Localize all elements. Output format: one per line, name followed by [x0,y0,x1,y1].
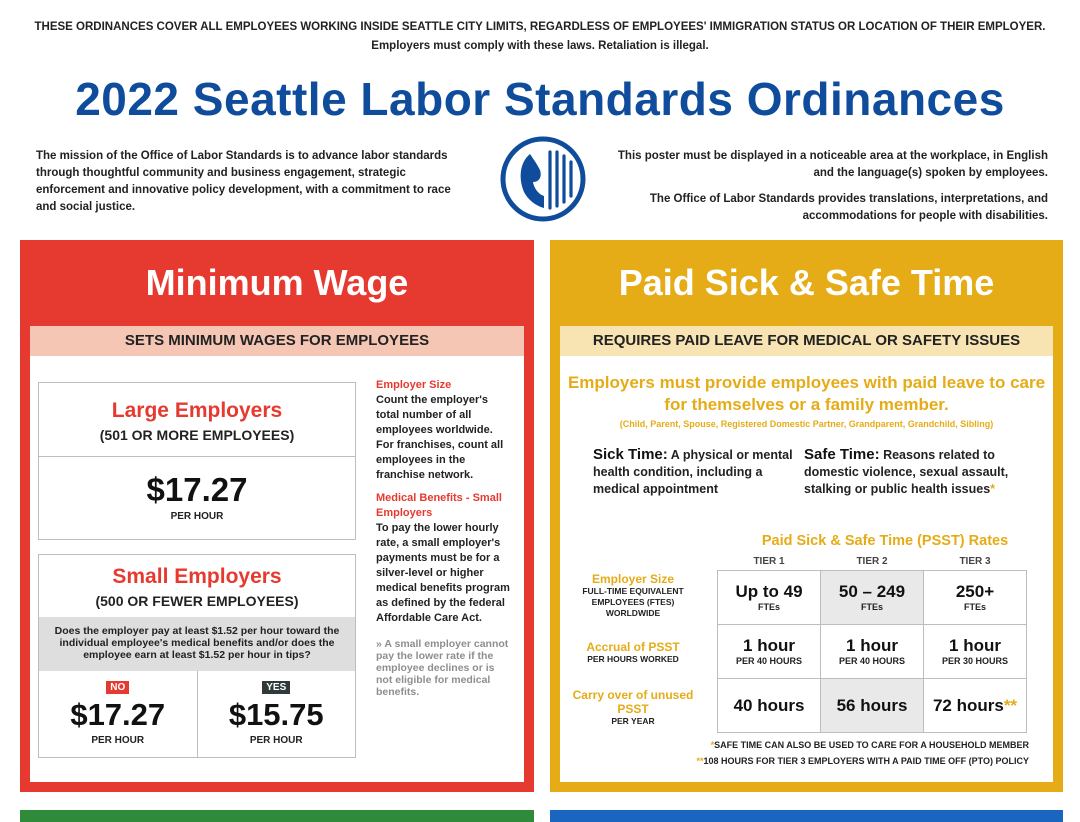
cell-value-text: 72 hours [932,696,1004,715]
large-employers-header [39,383,355,457]
medical-benefits-heading: Medical Benefits - Small Employers [376,492,502,519]
rate-no-unit: PER HOUR [91,735,145,746]
seattle-seal-icon [500,136,586,222]
employer-size-text: Count the employer's total number of all employees worldwide. For franchises, count all employees in the franchise network. [376,394,504,481]
cell-value: 1 hour [846,636,898,655]
cell-value: 50 – 249 [838,582,906,601]
footnote-2-mark: ** [696,756,704,766]
yes-badge: YES [262,681,290,694]
small-employers-count: (500 OR FEWER EMPLOYEES) [95,593,299,609]
row-accrual-sub: PER HOURS WORKED [587,654,679,664]
row-employer-size-heading: Employer Size [591,572,675,586]
sick-time-term: Sick Time: [593,446,668,463]
paid-leave-intro: Employers must provide employees with paid leave to care for themselves or a family member. [567,373,1046,414]
cell-value: 1 hour [743,636,795,655]
row-accrual-label [568,640,698,665]
rate-yes-wage: $15.75 [228,697,324,732]
sick-time-text: A physical or mental health condition, including a medical appointment [593,448,793,496]
employer-size-block [376,378,510,483]
safe-time-term: Safe Time: [804,446,880,463]
tier-1-header: TIER 1 [753,556,785,567]
rate-no-wage: $17.27 [70,697,166,732]
cell-carryover-tier-2 [820,678,924,733]
minimum-wage-body [30,356,524,782]
large-employers-wage: $17.27 [146,471,248,508]
psst-rates-title: Paid Sick & Safe Time (PSST) Rates [761,533,1009,549]
tier-3-header: TIER 3 [959,556,991,567]
display-note: This poster must be displayed in a noticeable area at the workplace, in English and the language(s) spoken by employees. [617,150,1048,179]
lower-rate-note: » A small employer cannot pay the lower rate if the employee declines or is not eligible for medical benefits. [376,638,509,698]
cell-unit: FTEs [757,602,780,612]
footnote-pto [629,756,1029,766]
minimum-wage-panel [20,240,534,792]
minimum-wage-title: Minimum Wage [145,262,409,303]
cell-unit: PER 30 HOURS [941,656,1009,666]
coverage-note [0,18,1080,56]
row-employer-size-label [568,572,698,619]
small-employers-card [38,554,356,758]
cell-carryover-tier-3 [923,678,1027,733]
safe-time-asterisk: * [990,482,996,496]
footnote-1-text: SAFE TIME CAN ALSO BE USED TO CARE FOR A HOUSEHOLD MEMBER [714,740,1029,750]
row-accrual-heading: Accrual of PSST [586,640,680,654]
rate-yes-unit: PER HOUR [249,735,303,746]
cell-accrual-tier-1 [717,624,821,679]
paid-sick-body [560,356,1053,782]
cell-double-asterisk: ** [1003,696,1018,715]
row-carryover-label [568,688,698,727]
paid-sick-panel [550,240,1063,792]
cell-size-tier-3 [923,570,1027,625]
cell-unit: FTEs [963,602,986,612]
paid-sick-title: Paid Sick & Safe Time [618,262,995,303]
footnote-2-text: 108 HOURS FOR TIER 3 EMPLOYERS WITH A PAID TIME OFF (PTO) POLICY [703,756,1029,766]
family-members-list: (Child, Parent, Spouse, Registered Domestic Partner, Grandparent, Grandchild, Sibling) [619,419,994,429]
cell-size-tier-2 [820,570,924,625]
minimum-wage-sidebar [376,378,510,698]
cell-size-tier-1 [717,570,821,625]
next-panel-blue-strip [550,810,1063,822]
small-employers-header [39,555,355,617]
cell-unit: FTEs [860,602,883,612]
cell-value: 250+ [955,582,995,601]
employer-size-heading: Employer Size [376,379,452,391]
row-carryover-sub: PER YEAR [611,716,655,726]
cell-unit: PER 40 HOURS [838,656,906,666]
large-employers-count: (501 OR MORE EMPLOYEES) [99,427,295,443]
cell-value: 56 hours [836,696,908,715]
cell-value: 40 hours [733,696,805,715]
translation-note: The Office of Labor Standards provides translations, interpretations, and accommodations for people with disabilities. [649,193,1048,222]
coverage-text: THESE ORDINANCES COVER ALL EMPLOYEES WORKING INSIDE SEATTLE CITY LIMITS, REGARDLESS OF EMPLOYEES' IMMIGRATION STATUS OR LOCATION OF THEIR EMPLOYER. [34,21,1046,33]
cell-accrual-tier-2 [820,624,924,679]
benefits-question: Does the employer pay at least $1.52 per hour toward the individual employee's medical benefits and/or does the employee earn at least $1.52 per hour in tips? [39,617,355,671]
small-employers-name: Small Employers [112,565,282,588]
footnote-household [629,740,1029,750]
no-badge: NO [106,681,129,694]
cell-unit: PER 40 HOURS [735,656,803,666]
rate-no [39,671,197,757]
sick-time-definition [593,446,793,498]
poster-notice [608,148,1048,225]
row-carryover-heading: Carry over of unused PSST [572,688,694,716]
medical-benefits-block [376,491,510,626]
paid-sick-subtitle: REQUIRES PAID LEAVE FOR MEDICAL OR SAFETY ISSUES [560,326,1053,356]
rate-yes [197,671,356,757]
page-title: 2022 Seattle Labor Standards Ordinances [75,73,1005,125]
row-employer-size-sub: FULL-TIME EQUIVALENT EMPLOYEES (FTES) WORLDWIDE [582,586,684,618]
mission-statement: The mission of the Office of Labor Standards is to advance labor standards through thoughtful community and business engagement, strategic enforcement and innovative policy development, with a commitment to race and social justice. [36,150,451,213]
comply-text: Employers must comply with these laws. Retaliation is illegal. [371,40,709,52]
medical-benefits-text: To pay the lower hourly rate, a small employer's payments must be for a silver-level or higher medical benefits program as defined by the federal Affordable Care Act. [376,522,510,624]
cell-value [924,696,1026,716]
tier-2-header: TIER 2 [856,556,888,567]
cell-carryover-tier-1 [717,678,821,733]
large-employers-unit: PER HOUR [170,511,224,522]
cell-accrual-tier-3 [923,624,1027,679]
cell-value: 1 hour [949,636,1001,655]
safe-time-text: Reasons related to domestic violence, sexual assault, stalking or public health issues [804,448,1009,496]
large-employers-card [38,382,356,540]
next-panel-green-strip [20,810,534,822]
large-employers-name: Large Employers [111,399,283,422]
safe-time-definition [804,446,1014,498]
footnote-1-mark: * [710,740,715,750]
small-employers-rates [39,671,355,757]
cell-value: Up to 49 [735,582,803,601]
minimum-wage-subtitle: SETS MINIMUM WAGES FOR EMPLOYEES [30,326,524,356]
